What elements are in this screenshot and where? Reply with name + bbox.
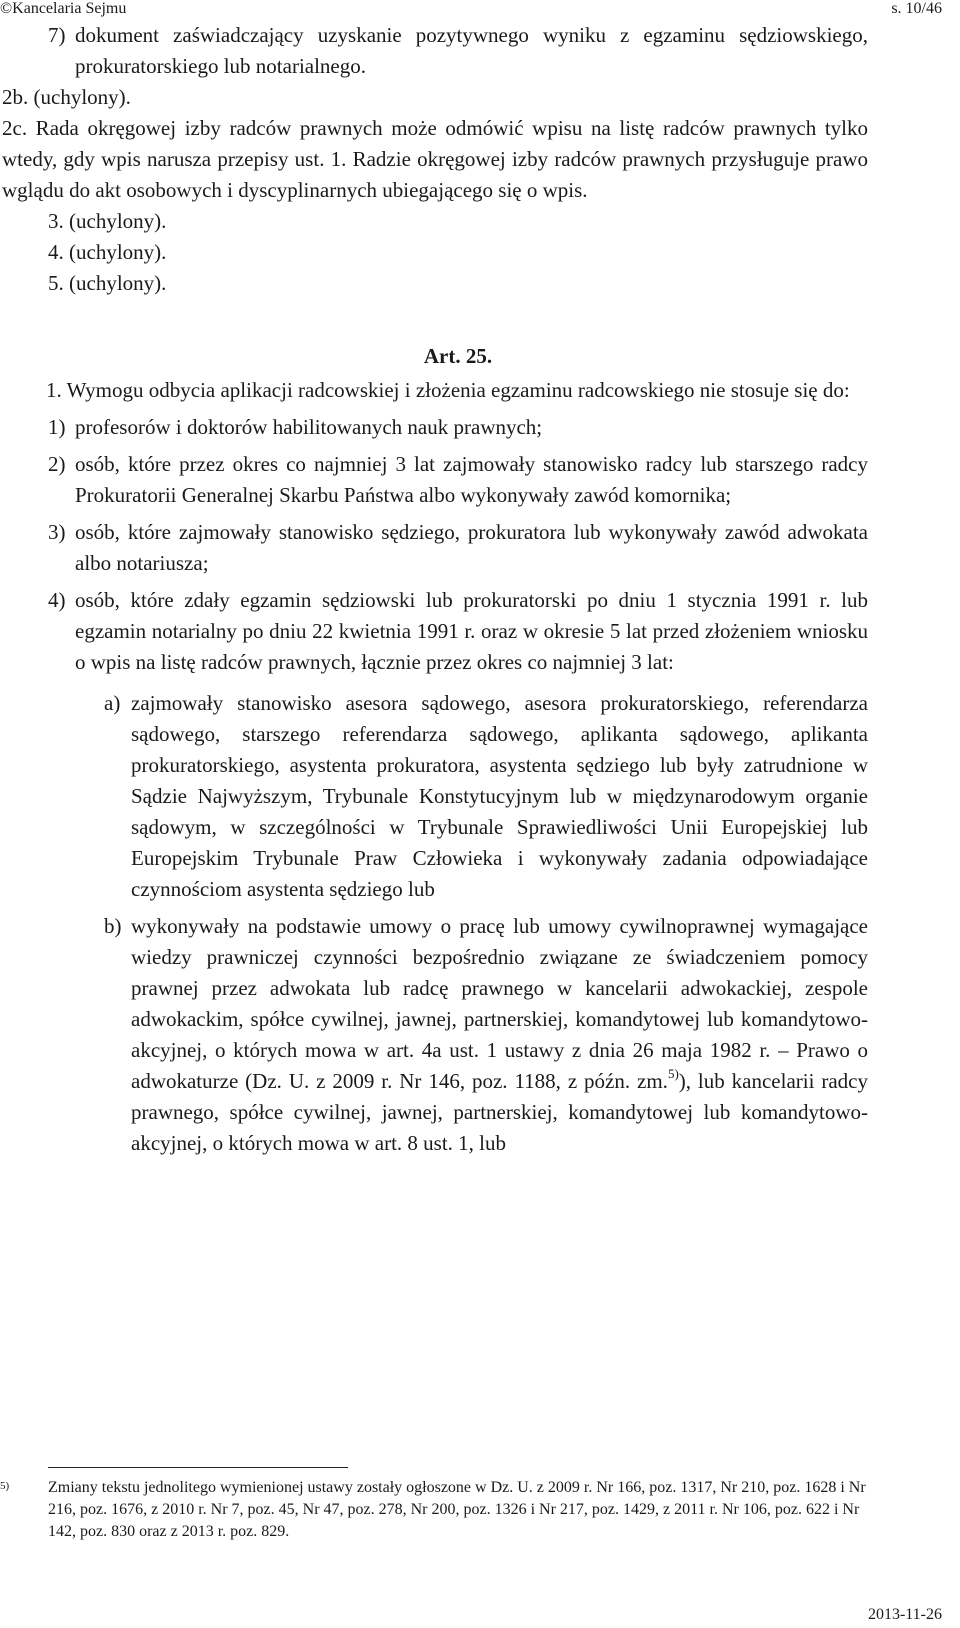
paragraph-3: 3. (uchylony). (48, 209, 167, 233)
item-text: profesorów i doktorów habilitowanych nauk prawnych; (75, 415, 543, 439)
sub-item-b (104, 911, 868, 1159)
sub-item-text-part: wykonywały na podstawie umowy o pracę lub umowy cywilnoprawnej wymagające wiedzy prawniczej czynności bezpośrednio związane ze świadczeniem pomocy prawnej przez adwokata lub radcę prawnego w kancelarii adwokackiej, zespole adwokackim, spółce cywilnej, jawnej, partnerskiej, komandytowej lub komandytowo-akcyjnej, o których mowa w art. 4a ust. 1 ustawy z dnia 26 maja 1982 r. – Prawo o adwokaturze (Dz. U. z 2009 r. Nr 146, poz. 1188, z późn. zm. (131, 914, 868, 1093)
paragraph-5: 5. (uchylony). (48, 271, 167, 295)
item-text: osób, które przez okres co najmniej 3 lat zajmowały stanowisko radcy lub starszego radcy Prokuratorii Generalnej Skarbu Państwa albo wykonywały zawód komornika; (75, 452, 868, 507)
item-text: osób, które zajmowały stanowisko sędziego, prokuratora lub wykonywały zawód adwokata albo notariusza; (75, 520, 868, 575)
item-number: 2) (48, 452, 66, 476)
footnote-number: 5) (0, 1480, 10, 1492)
paragraph-2c: 2c. Rada okręgowej izby radców prawnych może odmówić wpisu na listę radców prawnych tylko wtedy, gdy wpis narusza przepisy ust. 1. Radzie okręgowej izby radców prawnych przysługuje prawo wglądu do akt osobowych i dyscyplinarnych ubiegającego się o wpis. (2, 116, 868, 202)
header-page-number: s. 10/46 (891, 0, 942, 17)
item-number: 4) (48, 588, 66, 612)
document-body (2, 20, 868, 1165)
sub-item-text: zajmowały stanowisko asesora sądowego, asesora prokuratorskiego, referendarza sądowego, starszego referendarza sądowego, aplikanta sądowego, aplikanta prokuratorskiego, asystenta prokuratora, asystenta sędziego lub były zatrudnione w Sądzie Najwyższym, Trybunale Konstytucyjnym lub w międzynarodowym organie sądowym, w szczególności w Trybunale Sprawiedliwości Unii Europejskiej lub Europejskim Trybunale Praw Człowieka i wykonywały zadania odpowiadające czynnościom asystenta sędziego lub (131, 691, 868, 901)
paragraph-2b: 2b. (uchylony). (2, 85, 131, 109)
footnote (0, 1477, 880, 1543)
sub-item-text-part: ), lub kancelarii radcy prawnego, spółce cywilnej, jawnej, partnerskiej, komandytowej lub komandytowo-akcyjnej, o których mowa w art. 8 ust. 1, lub (131, 1069, 868, 1155)
item-text: osób, które zdały egzamin sędziowski lub prokuratorski po dniu 1 stycznia 1991 r. lub egzamin notarialny po dniu 22 kwietnia 1991 r. oraz w okresie 5 lat przed złożeniem wniosku o wpis na listę radców prawnych, łącznie przez okres co najmniej 3 lat: (75, 588, 868, 674)
list-item (48, 449, 868, 511)
list-item (48, 585, 868, 678)
article-items (48, 412, 868, 678)
list-item-7 (48, 20, 868, 82)
sub-items (104, 688, 868, 1159)
item-number: 7) (48, 23, 66, 47)
footnote-reference[interactable]: 5) (667, 1066, 679, 1081)
footnote-divider (48, 1467, 348, 1468)
list-item (48, 517, 868, 579)
article-title: Art. 25. (423, 344, 493, 368)
item-text: dokument zaświadczający uzyskanie pozytywnego wyniku z egzaminu sędziowskiego, prokuratorskiego lub notarialnego. (75, 23, 868, 78)
footnote-text: Zmiany tekstu jednolitego wymienionej ustawy zostały ogłoszone w Dz. U. z 2009 r. Nr 166, poz. 1317, Nr 210, poz. 1628 i Nr 216, poz. 1676, z 2010 r. Nr 7, poz. 45, Nr 47, poz. 278, Nr 200, poz. 1326 i Nr 217, poz. 1429, z 2011 r. Nr 106, poz. 622 i Nr 142, poz. 830 oraz z 2013 r. poz. 829. (48, 1479, 866, 1540)
list-item (48, 412, 868, 443)
article-intro: 1. Wymogu odbycia aplikacji radcowskiej i złożenia egzaminu radcowskiego nie stosuje się do: (46, 378, 850, 402)
sub-item-text (131, 911, 868, 1159)
sub-item-letter: b) (104, 914, 122, 938)
header-copyright: ©Kancelaria Sejmu (0, 0, 127, 17)
paragraph-4: 4. (uchylony). (48, 240, 167, 264)
sub-item-letter: a) (104, 691, 121, 715)
item-number: 1) (48, 415, 66, 439)
footer-date: 2013-11-26 (867, 1606, 942, 1623)
sub-item-a (104, 688, 868, 905)
item-number: 3) (48, 520, 66, 544)
